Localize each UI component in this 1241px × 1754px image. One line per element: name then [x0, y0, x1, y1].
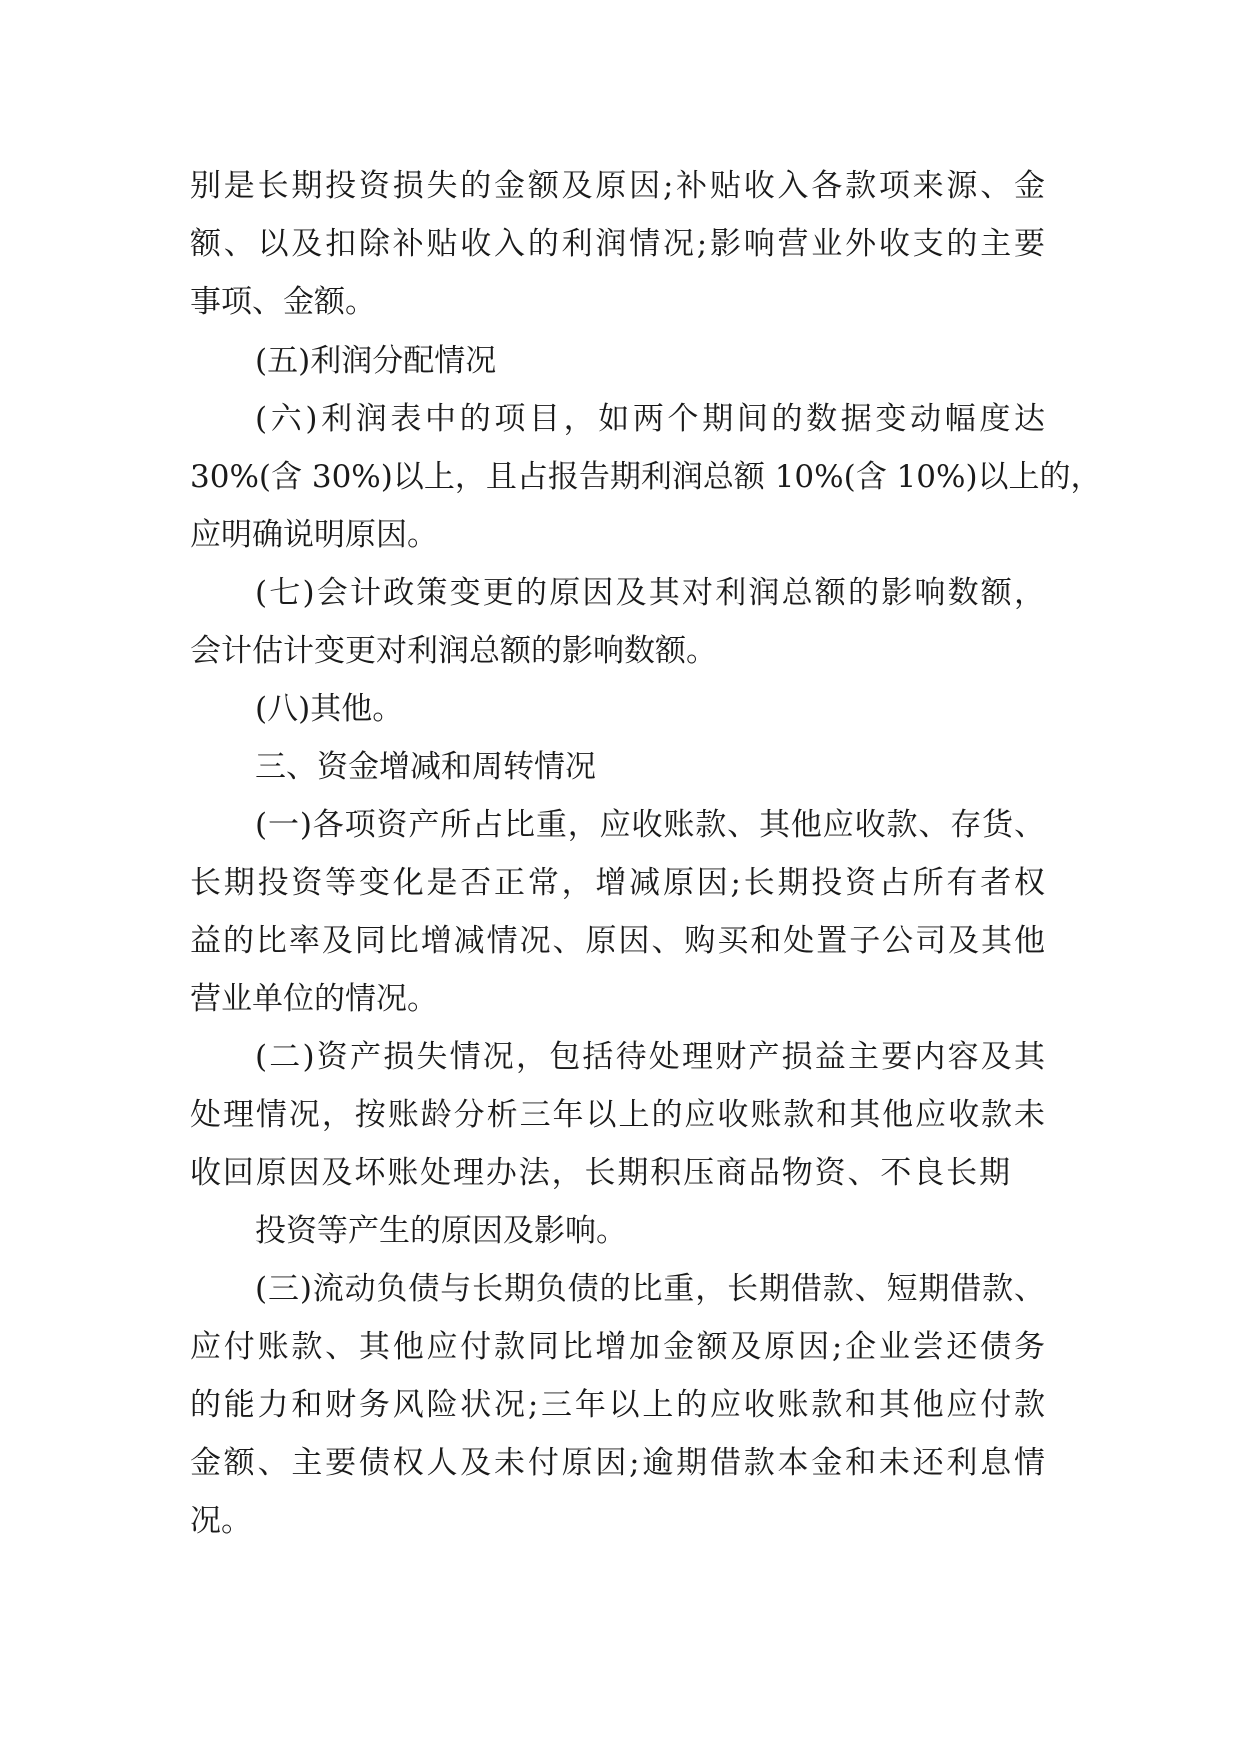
text-line: 益的比率及同比增减情况、原因、购买和处置子公司及其他	[190, 923, 1045, 959]
text-line: 长期投资等变化是否正常，增减原因;长期投资占所有者权	[190, 865, 1045, 901]
text-line: 应明确说明原因。	[190, 517, 438, 553]
text-line: 收回原因及坏账处理办法，长期积压商品物资、不良长期	[190, 1155, 1010, 1191]
section-heading: (五)利润分配情况	[255, 343, 497, 379]
text-line: 投资等产生的原因及影响。	[255, 1213, 627, 1249]
section-heading: 三、资金增减和周转情况	[255, 749, 596, 785]
text-line: 额、以及扣除补贴收入的利润情况;影响营业外收支的主要	[190, 226, 1045, 262]
text-line: (七)会计政策变更的原因及其对利润总额的影响数额，	[255, 575, 1045, 611]
text-line: (八)其他。	[255, 691, 404, 727]
text-line: (六)利润表中的项目，如两个期间的数据变动幅度达	[255, 401, 1045, 437]
text-line: (二)资产损失情况，包括待处理财产损益主要内容及其	[255, 1039, 1045, 1075]
text-line: 况。	[190, 1503, 252, 1539]
text-line: 会计估计变更对利润总额的影响数额。	[190, 633, 717, 669]
text-line: 别是长期投资损失的金额及原因;补贴收入各款项来源、金	[190, 168, 1045, 204]
text-line: 30%(含 30%)以上，且占报告期利润总额 10%(含 10%)以上的，	[190, 459, 1102, 495]
text-line: 事项、金额。	[190, 284, 376, 320]
text-line: (三)流动负债与长期负债的比重，长期借款、短期借款、	[255, 1271, 1045, 1307]
text-line: (一)各项资产所占比重，应收账款、其他应收款、存货、	[255, 807, 1045, 843]
text-line: 处理情况，按账龄分析三年以上的应收账款和其他应收款未	[190, 1097, 1045, 1133]
text-line: 应付账款、其他应付款同比增加金额及原因;企业尝还债务	[190, 1329, 1045, 1365]
text-line: 金额、主要债权人及未付原因;逾期借款本金和未还利息情	[190, 1445, 1045, 1481]
text-line: 营业单位的情况。	[190, 981, 438, 1017]
text-line: 的能力和财务风险状况;三年以上的应收账款和其他应付款	[190, 1387, 1045, 1423]
